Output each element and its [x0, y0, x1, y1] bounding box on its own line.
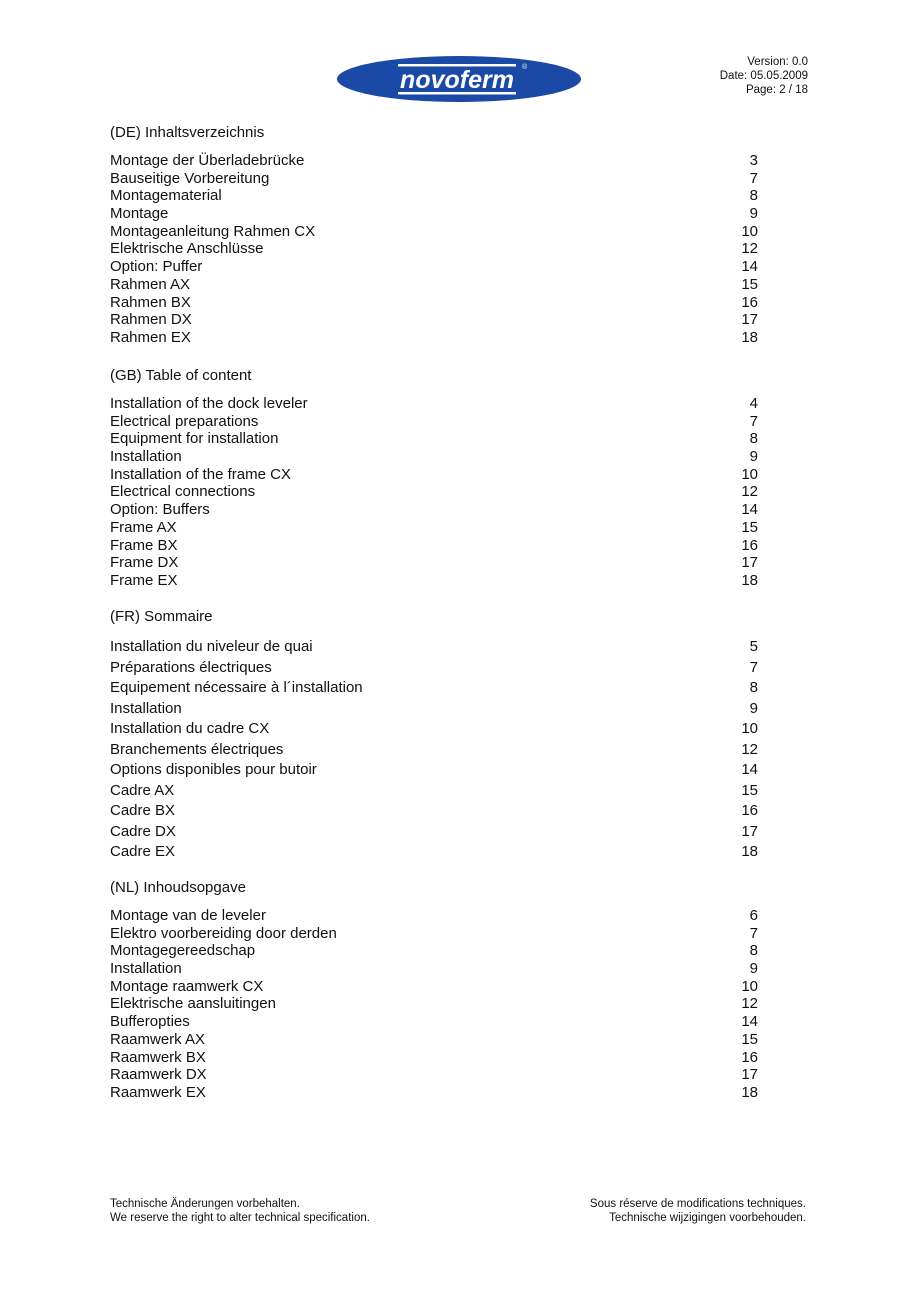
toc-entry-label: Equipment for installation [110, 430, 279, 448]
toc-section [110, 608, 758, 863]
toc-entry-label: Frame AX [110, 518, 177, 536]
toc-entry[interactable] [110, 740, 758, 761]
toc-entry[interactable] [110, 152, 758, 170]
toc-entry-page: 16 [741, 802, 758, 819]
toc-entry[interactable] [110, 413, 758, 431]
toc-entry[interactable] [110, 1031, 758, 1049]
toc-entry[interactable] [110, 907, 758, 925]
toc-entry-page: 12 [741, 240, 758, 258]
toc-entry[interactable] [110, 311, 758, 329]
toc-entry[interactable] [110, 430, 758, 448]
toc-entry-label: Rahmen DX [110, 311, 192, 329]
toc-entry-page: 14 [741, 258, 758, 276]
date: Date: 05.05.2009 [719, 70, 808, 82]
section-title: (NL) Inhoudsopgave [110, 879, 246, 896]
footer-left [110, 1197, 370, 1225]
toc-entry-page: 6 [749, 907, 758, 924]
toc-entry-page: 9 [749, 960, 758, 978]
toc-entry-page: 12 [741, 995, 758, 1013]
toc-entry-label: Branchements électriques [110, 740, 284, 758]
toc-entry-label: Montage [110, 205, 169, 223]
toc-entry[interactable] [110, 329, 758, 347]
toc-entry[interactable] [110, 658, 758, 679]
toc-entry[interactable] [110, 448, 758, 466]
toc-entry-label: Raamwerk AX [110, 1030, 206, 1048]
toc-entry-page: 4 [749, 395, 758, 412]
toc-entry-page: 8 [749, 187, 758, 205]
toc-entry-page: 16 [741, 293, 758, 311]
toc-entry[interactable] [110, 572, 758, 590]
toc-entry[interactable] [110, 537, 758, 555]
toc-entry[interactable] [110, 483, 758, 501]
toc-entry[interactable] [110, 942, 758, 960]
toc-entry-label: Montage der Überladebrücke [110, 152, 305, 169]
toc-entry-page: 10 [741, 465, 758, 483]
toc-entry-label: Cadre EX [110, 843, 176, 860]
toc-entry[interactable] [110, 1013, 758, 1031]
toc-entry-page: 16 [741, 536, 758, 554]
toc-entry-page: 7 [749, 169, 758, 187]
toc-entry-page: 18 [741, 328, 758, 346]
toc-entry-page: 12 [741, 483, 758, 501]
toc-entry-label: Montage raamwerk CX [110, 977, 264, 995]
toc-entry[interactable] [110, 760, 758, 781]
toc-entry-label: Elektrische aansluitingen [110, 995, 276, 1013]
toc-entry-page: 7 [749, 658, 758, 676]
toc-entry-label: Cadre DX [110, 822, 176, 840]
toc-entry[interactable] [110, 240, 758, 258]
novoferm-logo [336, 55, 582, 103]
toc-entry-page: 10 [741, 222, 758, 240]
toc-entry-label: Equipement nécessaire à l´installation [110, 679, 363, 696]
footer-text: Sous réserve de modifications techniques. [589, 1198, 806, 1210]
toc-entry-label: Bauseitige Vorbereitung [110, 169, 270, 187]
toc-entry-label: Frame BX [110, 536, 178, 554]
toc-entry-page: 14 [741, 761, 758, 778]
section-title: (GB) Table of content [110, 367, 252, 384]
toc-entry-label: Frame EX [110, 571, 178, 589]
toc-entry[interactable] [110, 205, 758, 223]
toc-entry-label: Frame DX [110, 554, 179, 572]
toc-entry-label: Installation [110, 699, 182, 717]
toc-entry[interactable] [110, 258, 758, 276]
toc-entry[interactable] [110, 925, 758, 943]
toc-entry-page: 7 [749, 412, 758, 430]
toc-entry-label: Cadre BX [110, 802, 176, 819]
footer-right [590, 1197, 806, 1225]
toc-entry[interactable] [110, 801, 758, 822]
toc-entry-label: Installation du cadre CX [110, 720, 270, 737]
toc-entry-label: Préparations électriques [110, 658, 272, 676]
version: Version: 0.0 [747, 56, 808, 68]
toc-entry-page: 7 [749, 924, 758, 942]
toc-entry-page: 8 [749, 679, 758, 696]
toc-entry[interactable] [110, 187, 758, 205]
toc-entry[interactable] [110, 995, 758, 1013]
toc-entry-label: Installation of the dock leveler [110, 395, 308, 412]
toc-entry-page: 9 [749, 205, 758, 223]
toc-entry[interactable] [110, 294, 758, 312]
toc-entry-label: Option: Buffers [110, 501, 210, 519]
toc-entry-page: 18 [741, 843, 758, 860]
toc-entry[interactable] [110, 519, 758, 537]
toc-entry[interactable] [110, 501, 758, 519]
toc-entry-label: Elektrische Anschlüsse [110, 240, 264, 258]
toc-entry-page: 9 [749, 448, 758, 466]
toc-entry-page: 9 [749, 699, 758, 717]
toc-entry-page: 15 [741, 781, 758, 799]
toc-entry[interactable] [110, 395, 758, 413]
toc-entry-label: Montagematerial [110, 187, 222, 205]
toc-entry-label: Installation [110, 960, 182, 978]
toc-entry-label: Raamwerk EX [110, 1083, 206, 1101]
toc-entry[interactable] [110, 466, 758, 484]
toc-entry[interactable] [110, 637, 758, 658]
toc-entry-label: Raamwerk BX [110, 1048, 206, 1066]
toc-entry[interactable] [110, 719, 758, 740]
toc-entry-label: Rahmen BX [110, 293, 191, 311]
footer-text: Technische wijzigingen voorbehouden. [609, 1212, 806, 1224]
toc-section [110, 124, 758, 347]
section-title: (FR) Sommaire [110, 608, 213, 625]
toc-entry-label: Installation du niveleur de quai [110, 638, 313, 655]
svg-text:novoferm: novoferm [400, 66, 514, 94]
footer-text: Technische Änderungen vorbehalten. [110, 1198, 300, 1210]
toc-entry-page: 12 [741, 740, 758, 758]
toc-section [110, 879, 758, 1102]
toc-entry[interactable] [110, 554, 758, 572]
toc-entry[interactable] [110, 822, 758, 843]
toc-entry-page: 14 [741, 1013, 758, 1031]
toc-section [110, 367, 758, 590]
toc-entry-page: 17 [741, 311, 758, 329]
toc-entry-label: Electrical connections [110, 483, 256, 501]
toc-entry-label: Rahmen AX [110, 275, 191, 293]
toc-entry[interactable] [110, 223, 758, 241]
section-title: (DE) Inhaltsverzeichnis [110, 124, 265, 141]
toc-entry-page: 8 [749, 942, 758, 960]
toc-entry-page: 18 [741, 1083, 758, 1101]
toc-entry-label: Elektro voorbereiding door derden [110, 924, 337, 942]
toc-entry-page: 5 [749, 638, 758, 655]
toc-entry[interactable] [110, 678, 758, 699]
toc-entry-page: 15 [741, 518, 758, 536]
toc-entry-label: Electrical preparations [110, 412, 259, 430]
toc-entry-page: 18 [741, 571, 758, 589]
page-number: Page: 2 / 18 [745, 84, 808, 96]
toc-entry-label: Montagegereedschap [110, 942, 256, 960]
toc-entry-label: Rahmen EX [110, 328, 191, 346]
toc-entry[interactable] [110, 276, 758, 294]
toc-entry-page: 16 [741, 1048, 758, 1066]
toc-entry-label: Montage van de leveler [110, 907, 266, 924]
toc-entry-page: 10 [741, 977, 758, 995]
toc-entry-page: 15 [741, 275, 758, 293]
toc-entry-label: Installation [110, 448, 182, 466]
toc-entry[interactable] [110, 842, 758, 863]
toc-entry-label: Cadre AX [110, 781, 175, 799]
toc-entry-label: Option: Puffer [110, 258, 203, 276]
toc-entry[interactable] [110, 1066, 758, 1084]
toc-entry-label: Bufferopties [110, 1013, 190, 1031]
toc-entry[interactable] [110, 1049, 758, 1067]
toc-entry-label: Installation of the frame CX [110, 465, 291, 483]
toc-entry-page: 8 [749, 430, 758, 448]
toc-entry[interactable] [110, 781, 758, 802]
footer-text: We reserve the right to alter technical specification. [110, 1212, 370, 1224]
toc-entry-page: 17 [741, 554, 758, 572]
toc-entry[interactable] [110, 1084, 758, 1102]
toc-entry-page: 3 [749, 152, 758, 169]
toc-entry[interactable] [110, 978, 758, 996]
toc-entry-page: 10 [741, 720, 758, 737]
document-meta [720, 55, 808, 97]
toc-entry[interactable] [110, 699, 758, 720]
toc-entry-label: Raamwerk DX [110, 1066, 207, 1084]
toc-entry-page: 14 [741, 501, 758, 519]
toc-entry-page: 17 [741, 822, 758, 840]
toc-entry[interactable] [110, 170, 758, 188]
toc-entry-label: Montageanleitung Rahmen CX [110, 222, 316, 240]
toc-entry[interactable] [110, 960, 758, 978]
toc-entry-label: Options disponibles pour butoir [110, 761, 317, 778]
toc-entry-page: 15 [741, 1030, 758, 1048]
svg-text:®: ® [522, 64, 528, 71]
toc-entry-page: 17 [741, 1066, 758, 1084]
